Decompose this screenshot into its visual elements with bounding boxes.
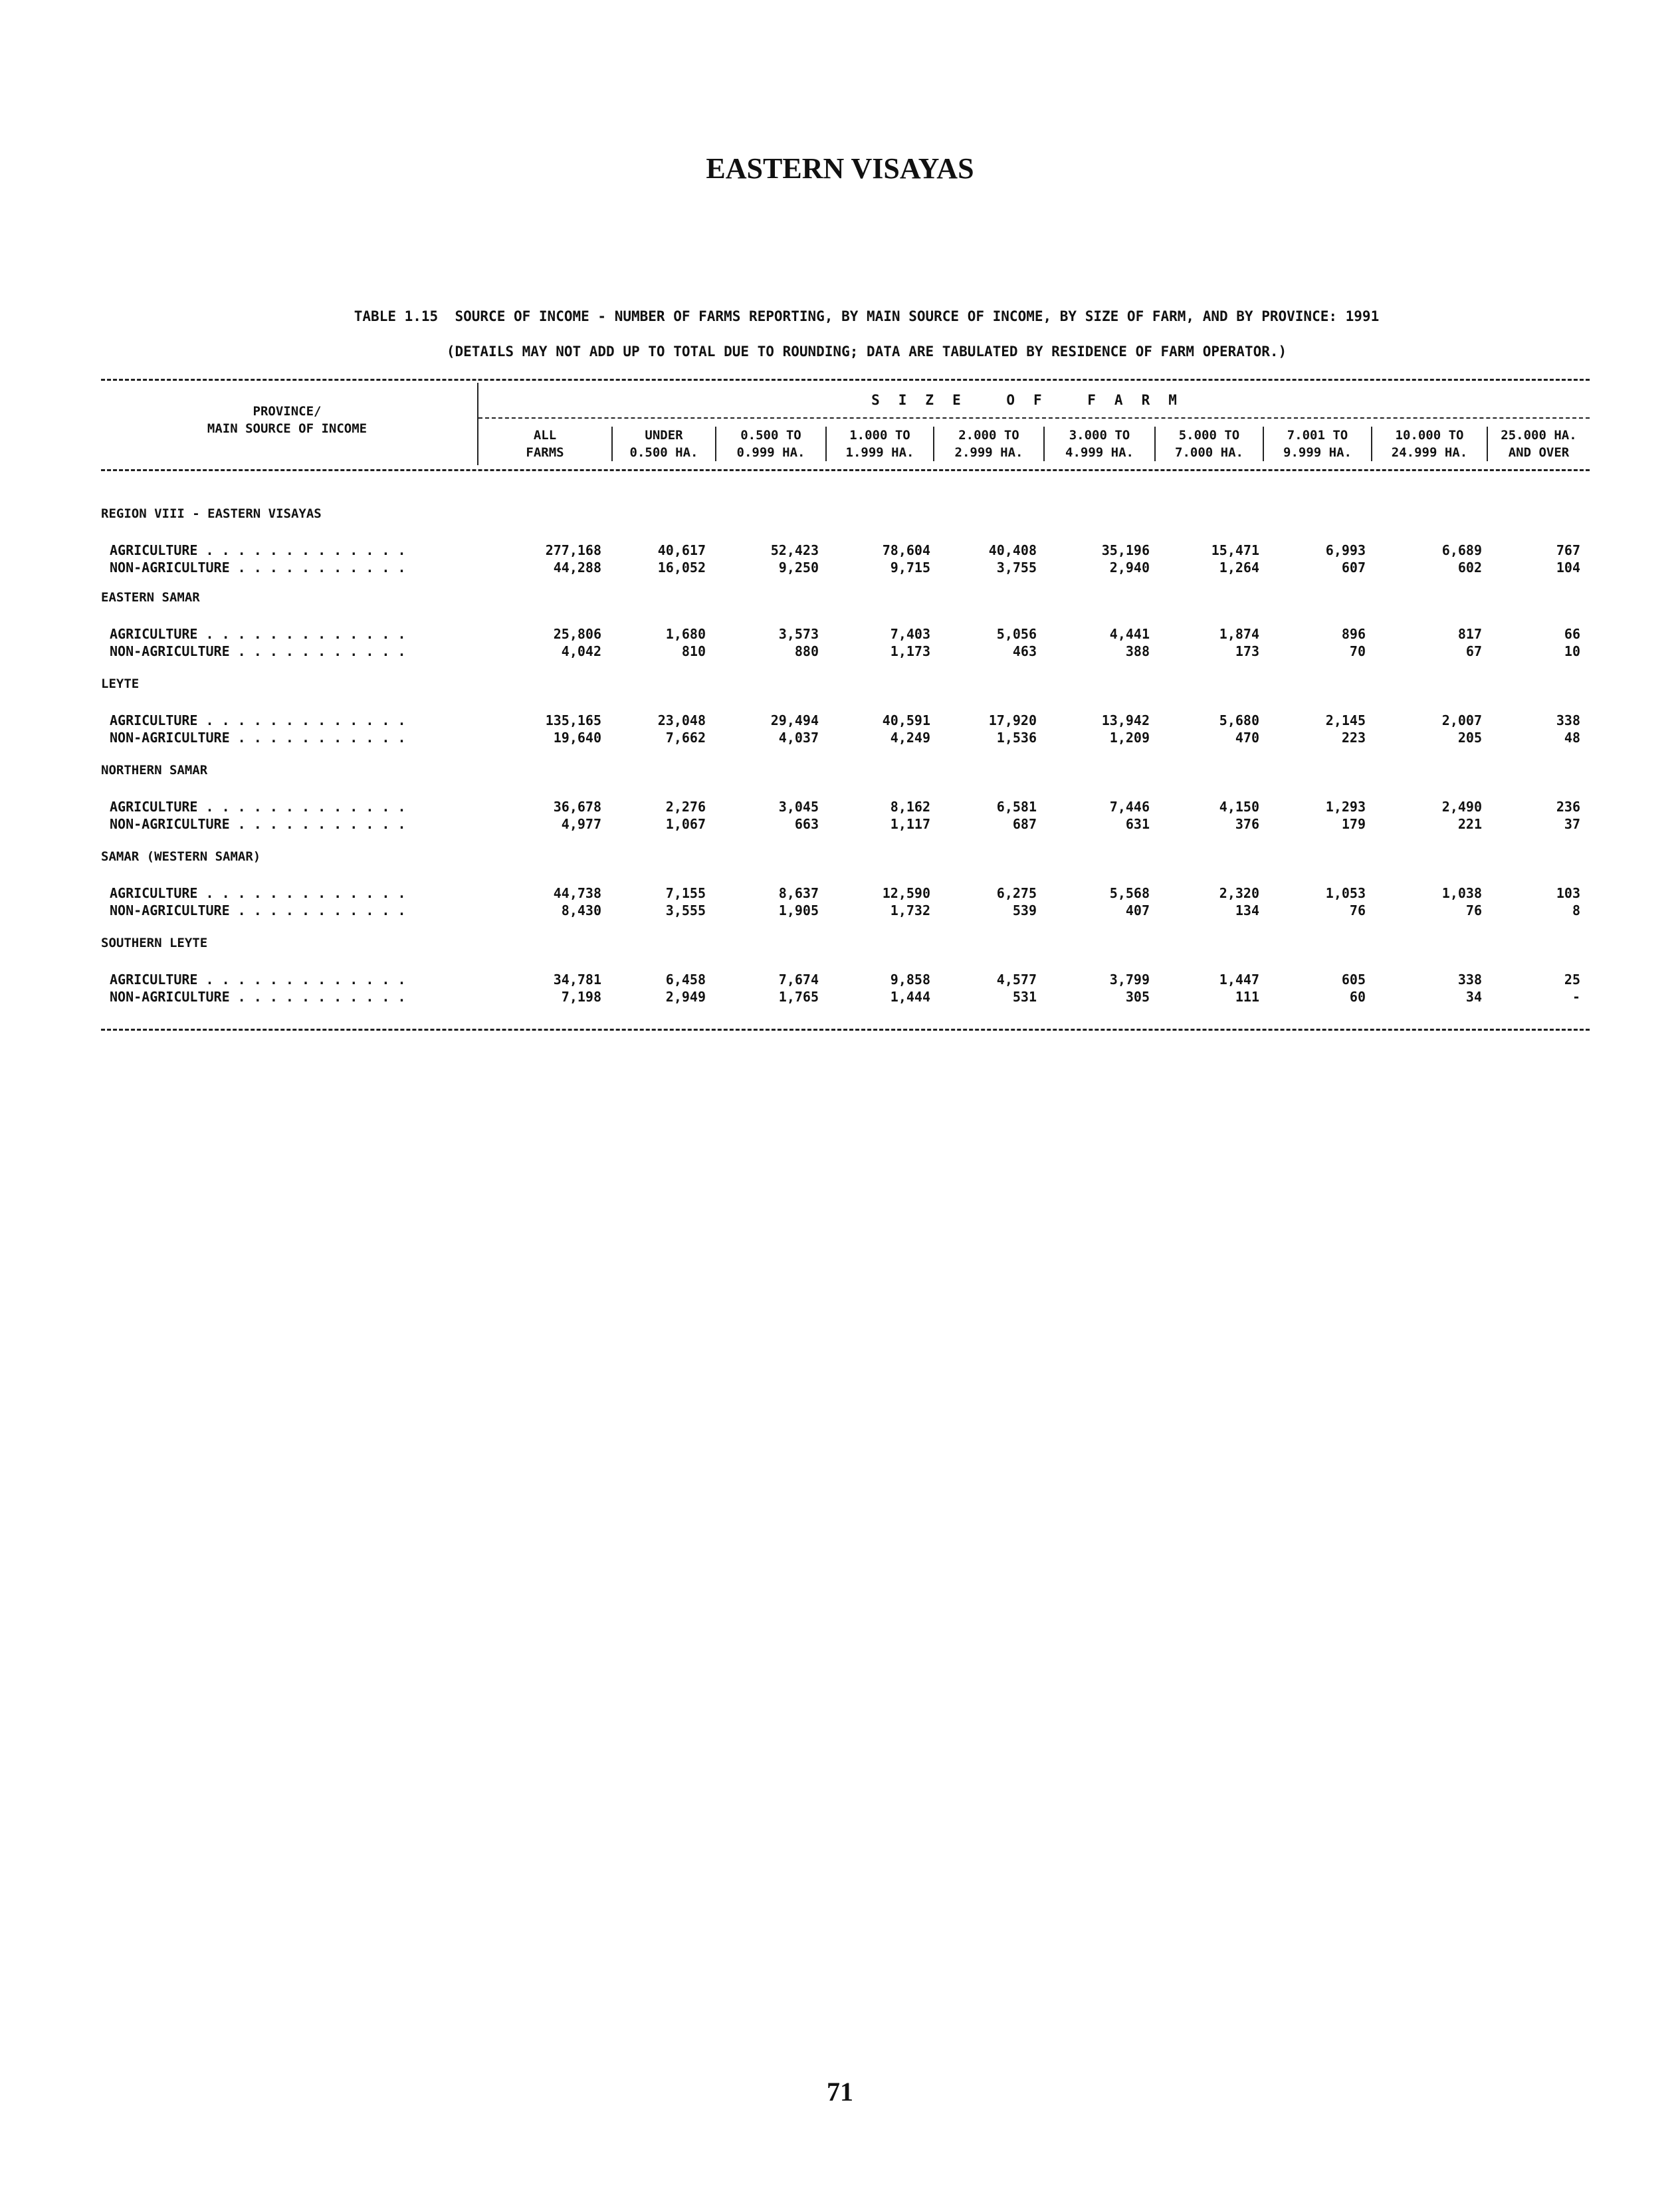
table-cell: 40,408 <box>988 542 1037 558</box>
table-cell: 104 <box>1556 560 1580 575</box>
table-cell: 6,581 <box>996 799 1037 815</box>
column-separator <box>477 383 478 465</box>
table-cell: 8,637 <box>778 885 819 901</box>
row-label: NON-AGRICULTURE . . . . . . . . . . . <box>110 902 406 918</box>
table-cell: 1,765 <box>778 989 819 1005</box>
table-cell: 1,038 <box>1441 885 1482 901</box>
column-header-line1: 10.000 TO <box>1395 428 1464 443</box>
column-header-line2: 7.000 HA. <box>1175 445 1243 460</box>
table-cell: 1,053 <box>1325 885 1366 901</box>
table-cell: 78,604 <box>882 542 930 558</box>
column-header-line1: 7.001 TO <box>1287 428 1348 443</box>
column-header-line2: 0.999 HA. <box>736 445 805 460</box>
table-cell: 407 <box>1125 902 1150 918</box>
column-separator <box>1371 427 1372 461</box>
table-cell: 470 <box>1235 730 1259 746</box>
table-cell: 25 <box>1564 972 1580 988</box>
table-cell: 5,680 <box>1219 712 1259 728</box>
table-cell: 4,249 <box>890 730 930 746</box>
column-header-line1: 3.000 TO <box>1069 428 1130 443</box>
table-cell: 221 <box>1457 816 1482 832</box>
table-cell: 767 <box>1556 542 1580 558</box>
table-cell: 70 <box>1349 643 1366 659</box>
table-cell: 687 <box>1012 816 1037 832</box>
table-cell: 817 <box>1457 626 1482 642</box>
table-cell: 40,591 <box>882 712 930 728</box>
table-cell: 76 <box>1349 902 1366 918</box>
table-cell: 531 <box>1012 989 1037 1005</box>
table-cell: 880 <box>794 643 819 659</box>
table-cell: 9,858 <box>890 972 930 988</box>
table-cell: 1,117 <box>890 816 930 832</box>
page-number: 71 <box>827 2077 853 2107</box>
column-header-line1: 2.000 TO <box>958 428 1019 443</box>
column-header-line2: AND OVER <box>1508 445 1570 460</box>
column-separator <box>933 427 934 461</box>
column-header-line2: 24.999 HA. <box>1391 445 1468 460</box>
table-cell: 663 <box>794 816 819 832</box>
table-cell: 338 <box>1457 972 1482 988</box>
column-separator <box>1263 427 1264 461</box>
table-cell: 463 <box>1012 643 1037 659</box>
row-label: AGRICULTURE . . . . . . . . . . . . . <box>110 885 406 901</box>
table-cell: 7,446 <box>1109 799 1150 815</box>
table-cell: 17,920 <box>988 712 1037 728</box>
table-cell: 602 <box>1457 560 1482 575</box>
table-cell: 15,471 <box>1211 542 1259 558</box>
table-cell: 5,056 <box>996 626 1037 642</box>
table-cell: 2,320 <box>1219 885 1259 901</box>
table-cell: 7,674 <box>778 972 819 988</box>
table-cell: 305 <box>1125 989 1150 1005</box>
column-header-line1: 25.000 HA. <box>1501 428 1577 443</box>
row-label: NON-AGRICULTURE . . . . . . . . . . . <box>110 730 406 746</box>
row-label: AGRICULTURE . . . . . . . . . . . . . <box>110 626 406 642</box>
table-cell: 1,264 <box>1219 560 1259 575</box>
table-cell: 4,441 <box>1109 626 1150 642</box>
table-cell: 4,150 <box>1219 799 1259 815</box>
column-separator <box>1487 427 1488 461</box>
row-label: NON-AGRICULTURE . . . . . . . . . . . <box>110 989 406 1005</box>
table-cell: 376 <box>1235 816 1259 832</box>
table-cell: 103 <box>1556 885 1580 901</box>
column-separator <box>825 427 827 461</box>
table-cell: 631 <box>1125 816 1150 832</box>
table-cell: 1,732 <box>890 902 930 918</box>
table-cell: 4,977 <box>561 816 601 832</box>
province-name: SAMAR (WESTERN SAMAR) <box>101 849 261 864</box>
table-cell: 44,288 <box>553 560 601 575</box>
table-cell: 8 <box>1572 902 1580 918</box>
table-cell: 25,806 <box>553 626 601 642</box>
header-bottom-rule <box>101 469 1590 471</box>
table-cell: 2,007 <box>1441 712 1482 728</box>
table-cell: 223 <box>1341 730 1366 746</box>
table-cell: 48 <box>1564 730 1580 746</box>
row-label: AGRICULTURE . . . . . . . . . . . . . <box>110 972 406 988</box>
table-cell: 34 <box>1465 989 1482 1005</box>
stub-header-line1: PROVINCE/ <box>253 404 322 419</box>
table-cell: - <box>1572 989 1580 1005</box>
table-cell: 19,640 <box>553 730 601 746</box>
table-cell: 35,196 <box>1101 542 1150 558</box>
row-label: AGRICULTURE . . . . . . . . . . . . . <box>110 712 406 728</box>
table-cell: 23,048 <box>657 712 706 728</box>
table-cell: 4,037 <box>778 730 819 746</box>
table-cell: 8,430 <box>561 902 601 918</box>
table-cell: 1,536 <box>996 730 1037 746</box>
table-cell: 3,555 <box>665 902 706 918</box>
table-cell: 135,165 <box>545 712 601 728</box>
table-cell: 5,568 <box>1109 885 1150 901</box>
column-separator <box>1154 427 1156 461</box>
column-header-line2: 1.999 HA. <box>845 445 914 460</box>
table-cell: 605 <box>1341 972 1366 988</box>
row-label: NON-AGRICULTURE . . . . . . . . . . . <box>110 560 406 575</box>
table-top-rule <box>101 379 1590 381</box>
column-header-line2: FARMS <box>526 445 564 460</box>
column-header-line1: UNDER <box>645 428 683 443</box>
table-cell: 111 <box>1235 989 1259 1005</box>
table-cell: 338 <box>1556 712 1580 728</box>
column-header-line2: 9.999 HA. <box>1283 445 1352 460</box>
table-cell: 810 <box>681 643 706 659</box>
table-cell: 2,940 <box>1109 560 1150 575</box>
table-cell: 1,447 <box>1219 972 1259 988</box>
column-header-line2: 2.999 HA. <box>954 445 1023 460</box>
table-cell: 6,458 <box>665 972 706 988</box>
table-cell: 52,423 <box>770 542 819 558</box>
table-cell: 4,042 <box>561 643 601 659</box>
column-header-line1: 0.500 TO <box>740 428 801 443</box>
table-cell: 1,874 <box>1219 626 1259 642</box>
column-header-line2: 4.999 HA. <box>1065 445 1134 460</box>
table-cell: 37 <box>1564 816 1580 832</box>
table-cell: 607 <box>1341 560 1366 575</box>
table-cell: 10 <box>1564 643 1580 659</box>
table-bottom-rule <box>101 1029 1590 1031</box>
table-note: (DETAILS MAY NOT ADD UP TO TOTAL DUE TO ROUNDING; DATA ARE TABULATED BY RESIDENCE OF FARM OPERATOR.) <box>446 344 1287 360</box>
table-cell: 6,275 <box>996 885 1037 901</box>
table-cell: 205 <box>1457 730 1482 746</box>
table-cell: 539 <box>1012 902 1037 918</box>
table-cell: 1,173 <box>890 643 930 659</box>
table-cell: 1,067 <box>665 816 706 832</box>
table-cell: 1,444 <box>890 989 930 1005</box>
table-cell: 3,045 <box>778 799 819 815</box>
province-name: SOUTHERN LEYTE <box>101 936 208 950</box>
row-label: NON-AGRICULTURE . . . . . . . . . . . <box>110 643 406 659</box>
row-label: NON-AGRICULTURE . . . . . . . . . . . <box>110 816 406 832</box>
size-of-farm-header: SIZE OF FARM <box>871 392 1196 408</box>
table-cell: 9,250 <box>778 560 819 575</box>
table-cell: 2,145 <box>1325 712 1366 728</box>
table-cell: 7,403 <box>890 626 930 642</box>
page-title: EASTERN VISAYAS <box>706 152 974 185</box>
table-cell: 13,942 <box>1101 712 1150 728</box>
table-cell: 134 <box>1235 902 1259 918</box>
stub-header-line2: MAIN SOURCE OF INCOME <box>207 421 368 436</box>
table-cell: 3,755 <box>996 560 1037 575</box>
column-header-line1: 1.000 TO <box>849 428 910 443</box>
table-cell: 896 <box>1341 626 1366 642</box>
table-cell: 8,162 <box>890 799 930 815</box>
table-cell: 1,209 <box>1109 730 1150 746</box>
table-cell: 179 <box>1341 816 1366 832</box>
column-header-line2: 0.500 HA. <box>629 445 698 460</box>
table-cell: 12,590 <box>882 885 930 901</box>
column-separator <box>611 427 613 461</box>
table-cell: 36,678 <box>553 799 601 815</box>
table-cell: 16,052 <box>657 560 706 575</box>
province-name: REGION VIII - EASTERN VISAYAS <box>101 506 322 521</box>
province-name: LEYTE <box>101 677 140 691</box>
table-cell: 173 <box>1235 643 1259 659</box>
column-separator <box>715 427 716 461</box>
table-cell: 34,781 <box>553 972 601 988</box>
table-cell: 44,738 <box>553 885 601 901</box>
table-cell: 277,168 <box>545 542 601 558</box>
table-cell: 2,276 <box>665 799 706 815</box>
table-cell: 1,680 <box>665 626 706 642</box>
table-cell: 29,494 <box>770 712 819 728</box>
table-cell: 2,949 <box>665 989 706 1005</box>
table-cell: 7,155 <box>665 885 706 901</box>
table-cell: 9,715 <box>890 560 930 575</box>
table-cell: 3,799 <box>1109 972 1150 988</box>
table-cell: 1,293 <box>1325 799 1366 815</box>
table-cell: 2,490 <box>1441 799 1482 815</box>
table-cell: 76 <box>1465 902 1482 918</box>
column-header-line1: 5.000 TO <box>1178 428 1240 443</box>
table-cell: 6,993 <box>1325 542 1366 558</box>
table-caption: TABLE 1.15 SOURCE OF INCOME - NUMBER OF FARMS REPORTING, BY MAIN SOURCE OF INCOME, BY SIZE OF FARM, AND BY PROVINCE: 1991 <box>354 308 1380 324</box>
row-label: AGRICULTURE . . . . . . . . . . . . . <box>110 799 406 815</box>
table-cell: 388 <box>1125 643 1150 659</box>
province-name: EASTERN SAMAR <box>101 590 200 605</box>
table-cell: 1,905 <box>778 902 819 918</box>
column-separator <box>1043 427 1045 461</box>
column-header-line1: ALL <box>533 428 557 443</box>
table-cell: 60 <box>1349 989 1366 1005</box>
table-cell: 67 <box>1465 643 1482 659</box>
table-cell: 6,689 <box>1441 542 1482 558</box>
size-of-farm-rule <box>478 417 1590 419</box>
row-label: AGRICULTURE . . . . . . . . . . . . . <box>110 542 406 558</box>
table-cell: 7,198 <box>561 989 601 1005</box>
table-cell: 4,577 <box>996 972 1037 988</box>
table-cell: 3,573 <box>778 626 819 642</box>
table-cell: 7,662 <box>665 730 706 746</box>
province-name: NORTHERN SAMAR <box>101 763 208 778</box>
table-cell: 66 <box>1564 626 1580 642</box>
table-cell: 40,617 <box>657 542 706 558</box>
table-cell: 236 <box>1556 799 1580 815</box>
